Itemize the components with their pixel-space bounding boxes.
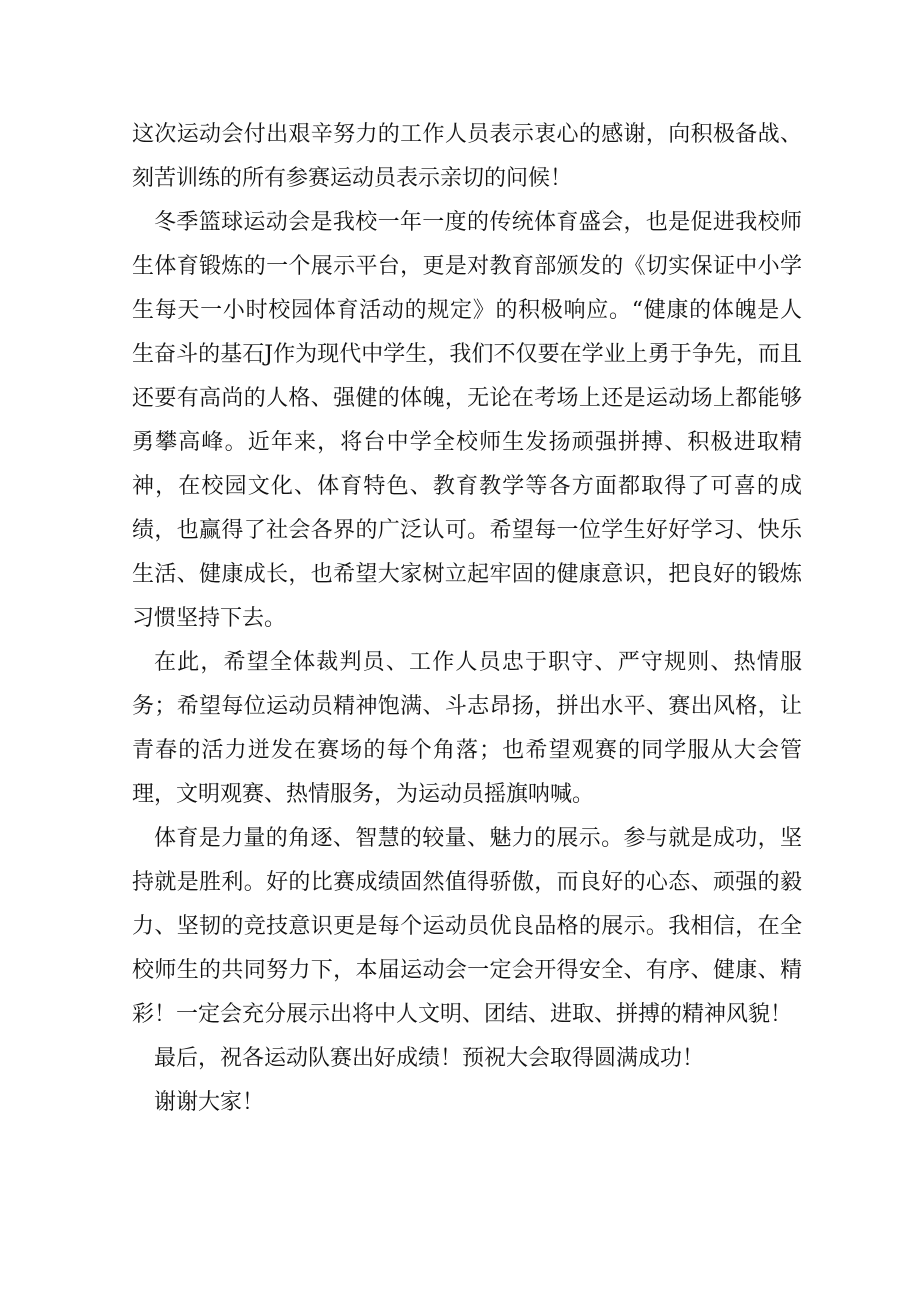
document-body [132,113,802,1125]
paragraph-games-introduction: 冬季篮球运动会是我校一年一度的传统体育盛会，也是促进我校师生体育锻炼的一个展示平台，更是对教育部颁发的《切实保证中小学生每天一小时校园体育活动的规定》的积极响应。“健康的体魄是人生奋斗的基石J作为现代中学生，我们不仅要在学业上勇于争先，而且还要有高尚的人格、强健的体魄，无论在考场上还是运动场上都能够勇攀高峰。近年来，将台中学全校师生发扬顽强拼搏、积极进取精神，在校园文化、体育特色、教育教学等各方面都取得了可喜的成绩，也赢得了社会各界的广泛认可。希望每一位学生好好学习、快乐生活、健康成长，也希望大家树立起牢固的健康意识，把良好的锻炼习惯坚持下去。 [132,210,802,631]
paragraph-sports-spirit: 体育是力量的角逐、智慧的较量、魅力的展示。参与就是成功，坚持就是胜利。好的比赛成绩固然值得骄傲，而良好的心态、顽强的毅力、坚韧的竞技意识更是每个运动员优良品格的展示。我相信，在全校师生的共同努力下，本届运动会一定会开得安全、有序、健康、精彩！一定会充分展示出将中人文明、团结、进取、拼搏的精神风貌！ [132,826,802,1027]
paragraph-continued: 这次运动会付出艰辛努力的工作人员表示衷心的感谢，向积极备战、刻苦训练的所有参赛运动员表示亲切的问候！ [132,122,802,191]
paragraph-wishes: 最后，祝各运动队赛出好成绩！预祝大会取得圆满成功！ [154,1046,705,1071]
paragraph-hopes: 在此，希望全体裁判员、工作人员忠于职守、严守规则、热情服务；希望每位运动员精神饱满、斗志昂扬，拼出水平、赛出风格，让青春的活力迸发在赛场的每个角落；也希望观赛的同学服从大会管理，文明观赛、热情服务，为运动员摇旗呐喊。 [132,650,802,807]
paragraph-thanks: 谢谢大家！ [154,1090,265,1115]
